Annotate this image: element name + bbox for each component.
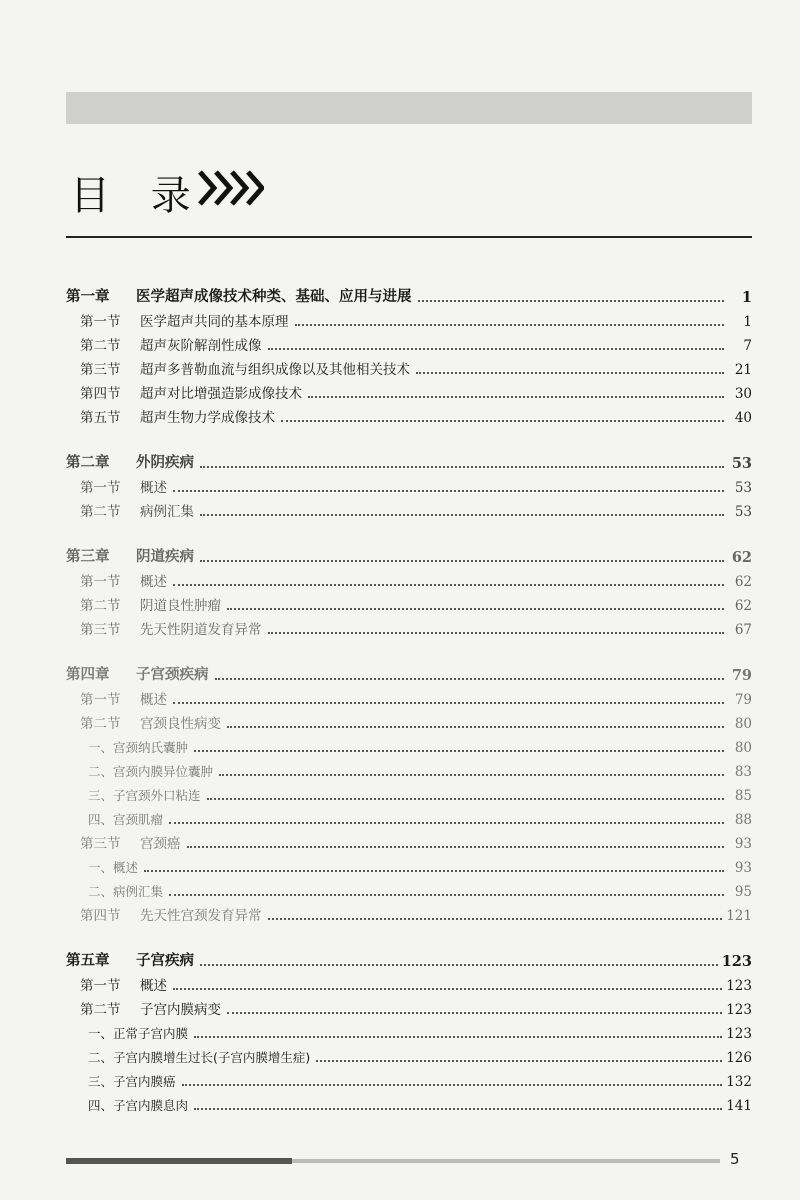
toc-item-title: 四、子宫内膜息肉 [88,1098,189,1113]
toc-chapter-number: 第四章 [66,666,110,683]
toc-leader-dots [200,964,718,966]
toc-leader-dots [144,870,724,872]
toc-leader-dots [281,420,724,422]
toc-section-row[interactable] [66,472,752,496]
toc-section-row[interactable] [66,994,752,1018]
toc-leader-dots [173,702,724,704]
toc-page-number: 95 [734,884,752,900]
toc-leader-dots [227,1012,722,1014]
toc-section-number: 第一节 [80,692,121,708]
toc-chapter-title: 阴道疾病 [136,548,194,565]
toc-page-number: 40 [734,410,752,426]
toc-section-number: 第五节 [80,410,121,426]
toc-chapter-row[interactable] [66,542,752,566]
toc-leader-dots [227,608,724,610]
toc-section-title: 超声对比增强造影成像技术 [140,386,302,402]
footer-line [292,1159,720,1163]
toc-leader-dots [268,348,725,350]
toc-page-number: 80 [734,740,752,756]
toc-leader-dots [173,490,724,492]
toc-section-number: 第一节 [80,314,121,330]
toc-section-title: 宫颈良性病变 [140,716,221,732]
toc-page-number: 88 [734,812,752,828]
toc-leader-dots [268,632,725,634]
toc-page-number: 123 [726,978,752,994]
toc-section-number: 第二节 [80,716,121,732]
toc-gap [66,520,752,542]
toc-item-row[interactable] [66,1090,752,1114]
toc-page-number: 93 [734,860,752,876]
toc-item-row[interactable] [66,756,752,780]
toc-section-row[interactable] [66,970,752,994]
toc-page-number: 1 [743,314,752,330]
toc-item-row[interactable] [66,1018,752,1042]
toc-section-row[interactable] [66,900,752,924]
toc-section-number: 第四节 [80,386,121,402]
toc-leader-dots [173,988,722,990]
toc-chapter-row[interactable] [66,946,752,970]
toc-leader-dots [416,372,724,374]
toc-chapter-number: 第三章 [66,548,110,565]
toc-page-number: 7 [743,338,752,354]
toc-section-number: 第二节 [80,598,121,614]
toc-page-number: 21 [734,362,752,378]
toc-section-title: 病例汇集 [140,504,194,520]
toc-page-number: 123 [726,1002,752,1018]
toc-section-row[interactable] [66,684,752,708]
toc-gap [66,426,752,448]
toc-chapter-number: 第二章 [66,454,110,471]
toc-page-number: 30 [734,386,752,402]
toc-chapter-title: 医学超声成像技术种类、基础、应用与进展 [136,288,412,305]
toc-page-number: 83 [734,764,752,780]
toc-section-row[interactable] [66,306,752,330]
toc-leader-dots [215,678,725,680]
toc-section-title: 概述 [140,978,167,994]
toc-section-row[interactable] [66,566,752,590]
toc-item-title: 一、宫颈纳氏囊肿 [88,740,189,755]
toc-section-title: 宫颈癌 [140,836,181,852]
toc-chapter-number: 第一章 [66,288,110,305]
toc-section-row[interactable] [66,828,752,852]
toc-item-title: 二、宫颈内膜异位囊肿 [88,764,214,779]
toc-section-number: 第四节 [80,908,121,924]
toc-page-number: 53 [734,504,752,520]
toc-section-title: 医学超声共同的基本原理 [140,314,289,330]
toc-chapter-row[interactable] [66,660,752,684]
toc-item-row[interactable] [66,780,752,804]
toc-page-number: 141 [726,1098,752,1114]
toc-page-number: 123 [726,1026,752,1042]
toc-page-number: 79 [734,692,752,708]
toc-leader-dots [194,1036,722,1038]
toc-leader-dots [173,584,724,586]
toc-section-title: 概述 [140,692,167,708]
toc-section-row[interactable] [66,590,752,614]
toc-leader-dots [316,1060,722,1062]
toc-section-title: 概述 [140,574,167,590]
toc-section-title: 超声多普勒血流与组织成像以及其他相关技术 [140,362,410,378]
toc-section-title: 概述 [140,480,167,496]
toc-leader-dots [169,822,724,824]
toc-leader-dots [207,798,724,800]
toc-leader-dots [187,846,725,848]
toc-item-title: 四、宫颈肌瘤 [88,812,164,827]
toc-section-number: 第三节 [80,622,121,638]
toc-item-title: 二、子宫内膜增生过长(子宫内膜增生症) [88,1050,311,1065]
toc-section-title: 子宫内膜病变 [140,1002,221,1018]
toc-section-title: 先天性阴道发育异常 [140,622,262,638]
toc-item-title: 一、正常子宫内膜 [88,1026,189,1041]
toc-section-row[interactable] [66,378,752,402]
toc-leader-dots [219,774,724,776]
toc-item-title: 一、概述 [88,860,139,875]
toc-page-number: 85 [734,788,752,804]
toc-section-number: 第二节 [80,504,121,520]
toc-leader-dots [182,1084,723,1086]
toc-page-number: 132 [726,1074,752,1090]
toc-gap [66,924,752,946]
toc-leader-dots [194,1108,722,1110]
toc-section-title: 先天性宫颈发育异常 [140,908,262,924]
toc-page-number: 121 [726,908,752,924]
toc-leader-dots [295,324,725,326]
toc-page-number: 93 [734,836,752,852]
toc-gap [66,638,752,660]
toc-page-number: 67 [734,622,752,638]
title-rule [66,236,752,238]
toc-leader-dots [227,726,724,728]
toc-item-row[interactable] [66,732,752,756]
toc-section-number: 第二节 [80,1002,121,1018]
toc-page-number: 1 [741,289,752,306]
toc-chapter-title: 子宫疾病 [136,952,194,969]
toc-section-number: 第一节 [80,978,121,994]
toc-section-row[interactable] [66,354,752,378]
toc-page-number: 123 [721,953,752,970]
header-band [66,92,752,124]
toc-chapter-title: 子宫颈疾病 [136,666,209,683]
toc-section-number: 第一节 [80,574,121,590]
toc-item-row[interactable] [66,876,752,900]
toc-section-number: 第一节 [80,480,121,496]
chevrons-icon [198,168,264,208]
toc-item-title: 三、子宫颈外口粘连 [88,788,201,803]
toc-leader-dots [268,918,723,920]
toc-chapter-row[interactable] [66,282,752,306]
toc-section-title: 阴道良性肿瘤 [140,598,221,614]
toc-item-title: 二、病例汇集 [88,884,164,899]
toc-page-number: 79 [731,667,752,684]
toc-chapter-row[interactable] [66,448,752,472]
toc-page-number: 62 [731,549,752,566]
toc-item-row[interactable] [66,1066,752,1090]
toc-title: 目 录 [70,173,205,219]
toc-item-row[interactable] [66,804,752,828]
toc-chapter-title: 外阴疾病 [136,454,194,471]
page-number: 5 [730,1150,740,1168]
toc-section-row[interactable] [66,708,752,732]
toc-leader-dots [169,894,724,896]
toc-page-number: 80 [734,716,752,732]
toc-leader-dots [308,396,724,398]
toc-leader-dots [200,466,724,468]
toc-leader-dots [418,300,725,302]
toc-list [66,282,752,1114]
toc-section-title: 超声灰阶解剖性成像 [140,338,262,354]
toc-section-row[interactable] [66,402,752,426]
toc-item-title: 三、子宫内膜癌 [88,1074,176,1089]
toc-page-number: 126 [726,1050,752,1066]
toc-page-number: 53 [731,455,752,472]
toc-section-number: 第三节 [80,836,121,852]
footer-bar [66,1158,292,1164]
toc-item-row[interactable] [66,852,752,876]
toc-page-number: 62 [734,598,752,614]
toc-section-row[interactable] [66,496,752,520]
toc-section-title: 超声生物力学成像技术 [140,410,275,426]
toc-section-number: 第三节 [80,362,121,378]
toc-leader-dots [200,560,724,562]
toc-section-row[interactable] [66,614,752,638]
toc-chapter-number: 第五章 [66,952,110,969]
toc-item-row[interactable] [66,1042,752,1066]
toc-section-number: 第二节 [80,338,121,354]
toc-page-number: 53 [734,480,752,496]
toc-section-row[interactable] [66,330,752,354]
toc-leader-dots [194,750,724,752]
toc-page-number: 62 [734,574,752,590]
toc-leader-dots [200,514,724,516]
